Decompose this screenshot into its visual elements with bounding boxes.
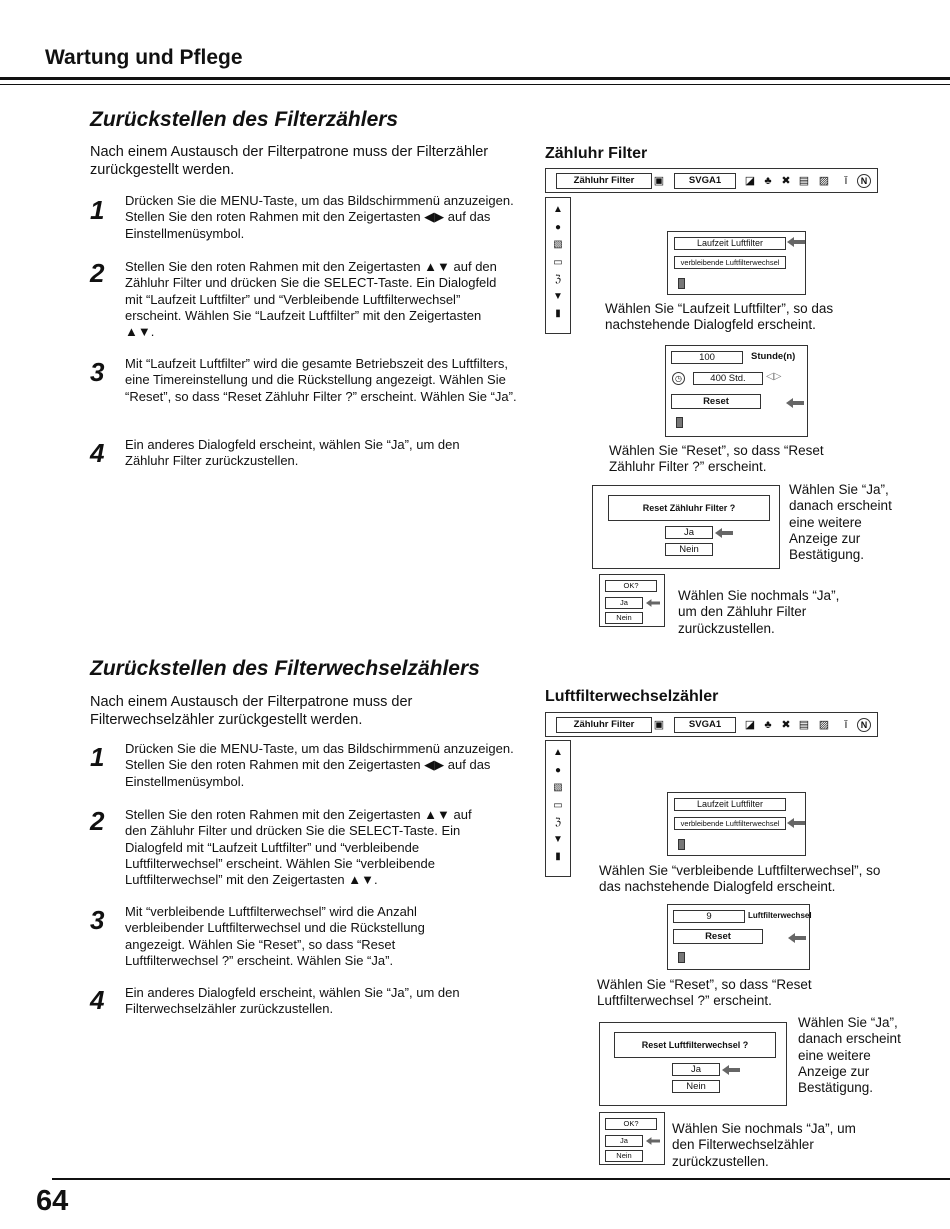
selection-arrow-icon [646, 1137, 660, 1145]
timer-icon: ◷ [672, 372, 685, 385]
sidebar-back-icon: ▮ [555, 308, 561, 319]
selection-arrow-icon [787, 237, 805, 247]
section2-dialog3 [599, 1022, 787, 1106]
sidebar-exit-icon: ● [554, 765, 562, 776]
operating-hours-value: 100 [671, 351, 743, 364]
section1-dialog2 [665, 345, 808, 437]
confirm-yes-button[interactable]: Ja [605, 1135, 643, 1147]
section1-step1-number: 1 [90, 195, 105, 225]
confirm-no-button[interactable]: Nein [605, 612, 643, 624]
network-icon: N [857, 718, 871, 732]
sidebar-back-icon: ▮ [555, 851, 561, 862]
info-icon: ǐ [844, 719, 848, 731]
setting-icon: ▨ [818, 175, 830, 187]
sidebar-up-icon: ▲ [553, 204, 563, 215]
dialog-back-icon[interactable] [678, 952, 685, 963]
section2-intro: Nach einem Austausch der Filterpatrone muss der Filterwechselzähler zurückgestellt werden. [90, 694, 413, 728]
sidebar-down-icon: ▼ [553, 291, 563, 302]
verbleibende-luftfilterwechsel-item[interactable]: verbleibende Luftfilterwechsel [674, 256, 786, 269]
projector-icon: ▣ [653, 175, 665, 187]
projector-icon: ▣ [653, 719, 665, 731]
section1-step2-text: Stellen Sie den roten Rahmen mit den Zeigertasten ▲▼ auf den Zähluhr Filter und drücken Sie die SELECT-Taste. Ein Dialogfeld mit “Laufzeit Luftfilter” und “Verbleibende Luftfilterwechsel” erscheint. Wählen Sie “Laufzeit Luftfilter” mit den Zeigertasten ▲▼. [125, 259, 497, 340]
section1-caption1: Wählen Sie “Laufzeit Luftfilter”, so das nachstehende Dialogfeld erscheint. [605, 301, 834, 333]
section1-caption2: Wählen Sie “Reset”, so dass “Reset Zähluhr Filter ?” erscheint. [609, 443, 824, 475]
hours-unit-label: Stunde(n) [751, 351, 796, 362]
menubar-filter-label[interactable]: Zähluhr Filter [556, 173, 652, 189]
timer-left-right-icon[interactable]: ◁▷ [766, 371, 782, 382]
section2-sidebar [545, 740, 571, 877]
section2-menubar [545, 712, 878, 737]
confirm-yes-button[interactable]: Ja [605, 597, 643, 609]
no-button[interactable]: Nein [665, 543, 713, 556]
ok-question-label: OK? [605, 580, 657, 592]
section2-dialog2 [667, 904, 810, 970]
laufzeit-luftfilter-item[interactable]: Laufzeit Luftfilter [674, 798, 786, 811]
sidebar-exit-icon: ● [554, 222, 562, 233]
section2-step4-text: Ein anderes Dialogfeld erscheint, wählen Sie “Ja”, um den Filterwechselzähler zurückzustellen. [125, 985, 460, 1017]
section2-caption4: Wählen Sie nochmals “Ja”, um den Filterwechselzähler zurückzustellen. [672, 1121, 856, 1169]
reset-question-label: Reset Luftfilterwechsel ? [614, 1032, 776, 1058]
dialog-back-icon[interactable] [678, 278, 685, 289]
remaining-count-value: 9 [673, 910, 745, 923]
menubar-source-label[interactable]: SVGA1 [674, 717, 736, 733]
header-rule [0, 77, 950, 80]
section1-sidebar [545, 197, 571, 334]
input-icon: ◪ [744, 175, 756, 187]
section1-dialog1 [667, 231, 806, 295]
ok-question-label: OK? [605, 1118, 657, 1130]
page-header-title: Wartung und Pflege [45, 46, 243, 69]
section1-step2-number: 2 [90, 258, 105, 288]
no-button[interactable]: Nein [672, 1080, 720, 1093]
selection-arrow-icon [788, 933, 806, 943]
sidebar-filter-icon: ▧ [553, 782, 563, 793]
section1-menubar [545, 168, 878, 193]
image-select-icon: ♣ [764, 175, 772, 187]
selection-arrow-icon [646, 599, 660, 607]
dialog-back-icon[interactable] [678, 839, 685, 850]
section1-dialog4 [599, 574, 665, 627]
image-select-icon: ♣ [764, 719, 772, 731]
sidebar-screen-icon: ▭ [553, 800, 563, 811]
section2-step1-number: 1 [90, 742, 105, 772]
footer-rule [52, 1178, 950, 1180]
info-icon: ǐ [844, 175, 848, 187]
section2-step3-number: 3 [90, 905, 105, 935]
setting-icon: ▨ [818, 719, 830, 731]
image-adjust-icon: ✖ [781, 175, 791, 187]
section2-title: Zurückstellen des Filterwechselzählers [90, 657, 480, 680]
reset-button[interactable]: Reset [671, 394, 761, 409]
selection-arrow-icon [786, 398, 804, 408]
sidebar-key-icon: ℨ [554, 274, 562, 285]
count-label: Luftfilterwechsel [748, 911, 812, 920]
dialog-back-icon[interactable] [676, 417, 683, 428]
section2-step2-number: 2 [90, 806, 105, 836]
section1-panel-title: Zähluhr Filter [545, 145, 648, 162]
sidebar-down-icon: ▼ [553, 834, 563, 845]
selection-arrow-icon [787, 818, 805, 828]
reset-question-label: Reset Zähluhr Filter ? [608, 495, 770, 521]
selection-arrow-icon [715, 528, 733, 538]
section2-step4-number: 4 [90, 985, 105, 1015]
sidebar-filter-icon: ▧ [553, 239, 563, 250]
section2-caption2: Wählen Sie “Reset”, so dass “Reset Luftfilterwechsel ?” erscheint. [597, 977, 812, 1009]
section1-step3-text: Mit “Laufzeit Luftfilter” wird die gesamte Betriebszeit des Luftfilters, eine Timereinstellung und die Rückstellung angezeigt. Wählen Sie “Reset”, so dass “Reset Zähluhr Filter ?” erscheint. Wählen Sie “Ja”. [125, 356, 517, 404]
screen-icon: ▤ [798, 175, 810, 187]
section2-caption3: Wählen Sie “Ja”, danach erscheint eine weitere Anzeige zur Bestätigung. [798, 1015, 901, 1096]
section2-step2-text: Stellen Sie den roten Rahmen mit den Zeigertasten ▲▼ auf den Zähluhr Filter und drücken Sie die SELECT-Taste. Ein Dialogfeld mit “Laufzeit Luftfilter” und “verbleibende Luftfilterwechsel” erscheint. Wählen Sie “verbleibende Luftfilterwechsel” mit den Zeigertasten ▲▼. [125, 807, 472, 888]
input-icon: ◪ [744, 719, 756, 731]
sidebar-key-icon: ℨ [554, 817, 562, 828]
header-rule-thin [0, 84, 950, 85]
section1-step4-text: Ein anderes Dialogfeld erscheint, wählen Sie “Ja”, um den Zähluhr Filter zurückzustellen. [125, 437, 460, 469]
screen-icon: ▤ [798, 719, 810, 731]
sidebar-screen-icon: ▭ [553, 257, 563, 268]
menubar-source-label[interactable]: SVGA1 [674, 173, 736, 189]
timer-value[interactable]: 400 Std. [693, 372, 763, 385]
section1-title: Zurückstellen des Filterzählers [90, 108, 399, 131]
menubar-filter-label[interactable]: Zähluhr Filter [556, 717, 652, 733]
confirm-no-button[interactable]: Nein [605, 1150, 643, 1162]
section1-step4-number: 4 [90, 438, 105, 468]
network-icon: N [857, 174, 871, 188]
page-number: 64 [36, 1185, 69, 1217]
section1-dialog3 [592, 485, 780, 569]
section1-step1-text: Drücken Sie die MENU-Taste, um das Bildschirmmenü anzuzeigen. Stellen Sie den roten Rahmen mit den Zeigertasten ◀▶ auf das Einstellmenüsymbol. [125, 193, 514, 241]
section2-step1-text: Drücken Sie die MENU-Taste, um das Bildschirmmenü anzuzeigen. Stellen Sie den roten Rahmen mit den Zeigertasten ◀▶ auf das Einstellmenüsymbol. [125, 741, 514, 789]
section2-dialog1 [667, 792, 806, 856]
section1-intro: Nach einem Austausch der Filterpatrone muss der Filterzähler zurückgestellt werden. [90, 144, 489, 178]
yes-button[interactable]: Ja [665, 526, 713, 539]
laufzeit-luftfilter-item[interactable]: Laufzeit Luftfilter [674, 237, 786, 250]
image-adjust-icon: ✖ [781, 719, 791, 731]
selection-arrow-icon [722, 1065, 740, 1075]
yes-button[interactable]: Ja [672, 1063, 720, 1076]
verbleibende-luftfilterwechsel-item[interactable]: verbleibende Luftfilterwechsel [674, 817, 786, 830]
section1-step3-number: 3 [90, 357, 105, 387]
section1-caption3: Wählen Sie “Ja”, danach erscheint eine weitere Anzeige zur Bestätigung. [789, 482, 892, 563]
section1-caption4: Wählen Sie nochmals “Ja”, um den Zähluhr Filter zurückzustellen. [678, 588, 840, 636]
section2-dialog4 [599, 1112, 665, 1165]
section2-step3-text: Mit “verbleibende Luftfilterwechsel” wird die Anzahl verbleibender Luftfilterwechsel und die Rückstellung angezeigt. Wählen Sie “Reset”, so dass “Reset Luftfilterwechsel ?” erscheint. Wählen Sie “Ja”. [125, 904, 425, 968]
reset-button[interactable]: Reset [673, 929, 763, 944]
section2-panel-title: Luftfilterwechselzähler [545, 688, 719, 705]
section2-caption1: Wählen Sie “verbleibende Luftfilterwechsel”, so das nachstehende Dialogfeld erscheint. [599, 863, 881, 895]
sidebar-up-icon: ▲ [553, 747, 563, 758]
